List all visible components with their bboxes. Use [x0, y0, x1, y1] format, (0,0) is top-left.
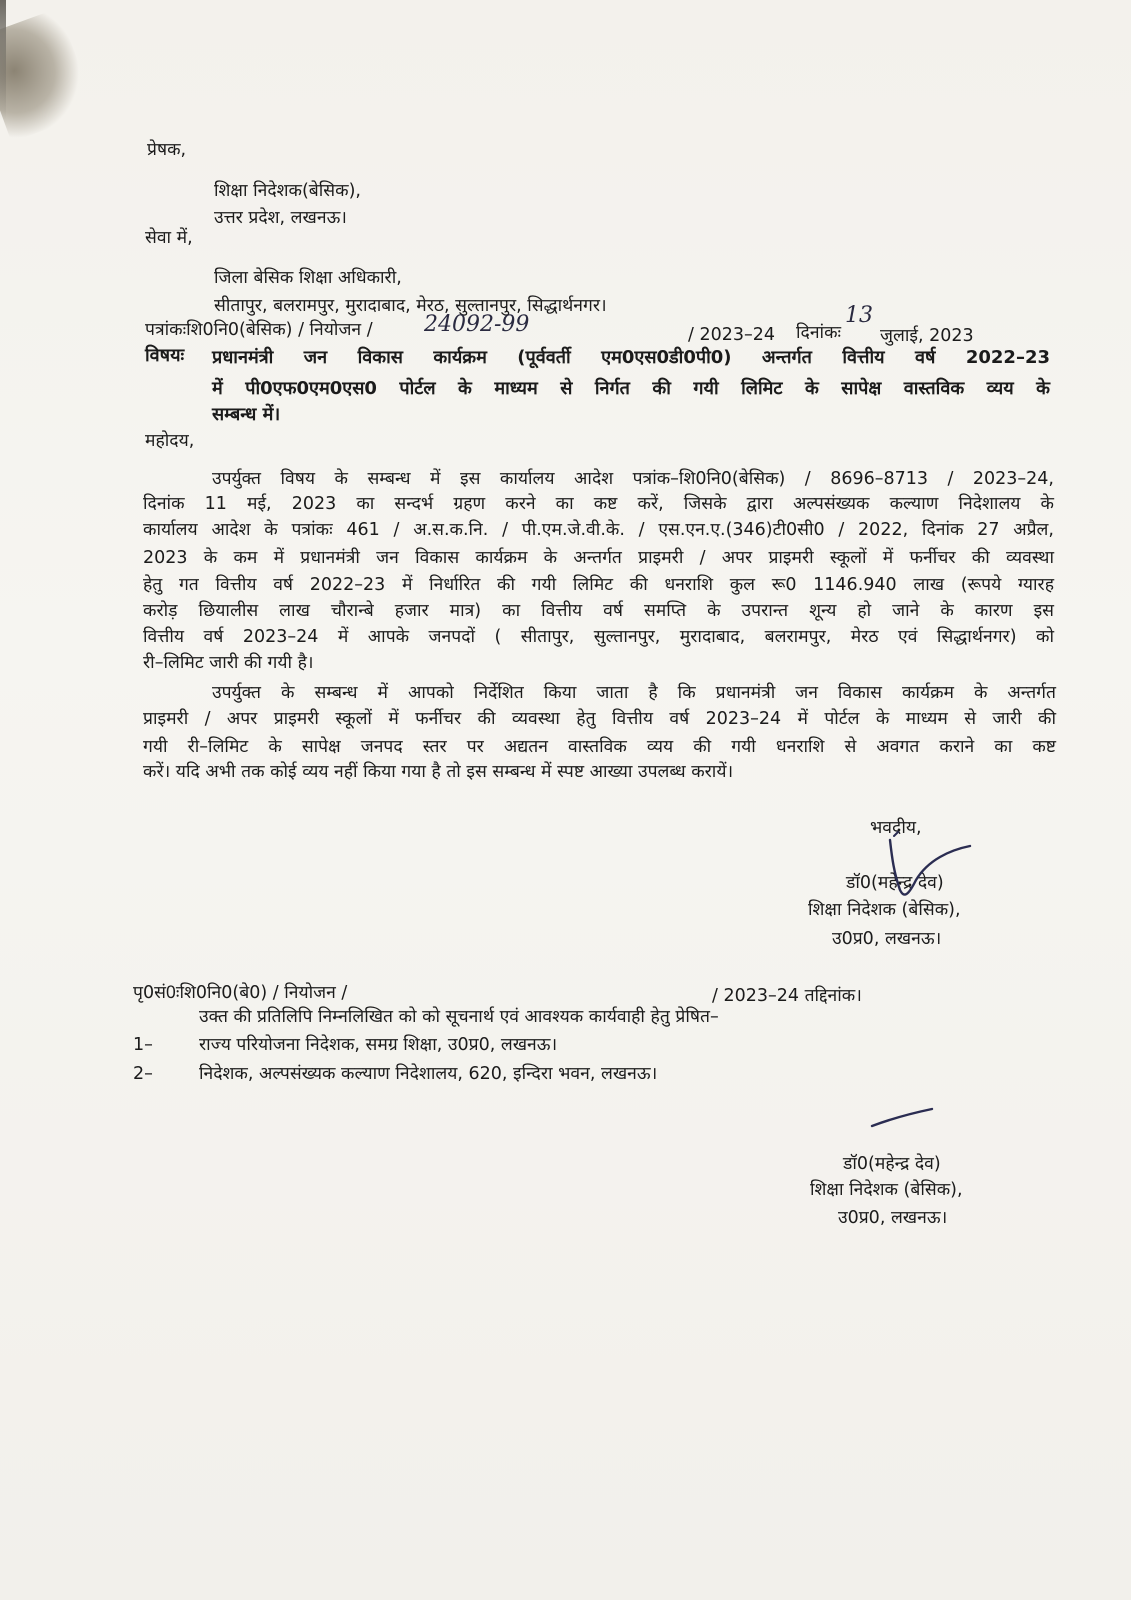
para1-line-7: वित्तीय वर्ष 2023–24 में आपके जनपदों ( सीतापुर, सुल्तानपुर, मुरादाबाद, बलरामपुर, मेरठ एवं सिद्धार्थनगर) को [143, 627, 1054, 647]
reference-date-label: दिनांकः [796, 323, 842, 343]
signature1-place: उ0प्र0, लखनऊ। [832, 929, 942, 949]
page-edge-shadow [0, 0, 6, 120]
endorsement-intro: उक्त की प्रतिलिपि निम्नलिखित को को सूचनार्थ एवं आवश्यक कार्यवाही हेतु प्रेषित– [199, 1007, 719, 1027]
copy-item-2-number: 2– [133, 1064, 153, 1084]
reference-prefix: पत्रांकःशि0नि0(बेसिक) / नियोजन / [145, 320, 373, 340]
signature1-designation: शिक्षा निदेशक (बेसिक), [808, 900, 961, 920]
signature2-place: उ0प्र0, लखनऊ। [838, 1208, 948, 1228]
sender-salutation: प्रेषक, [147, 140, 187, 160]
handwritten-signature-1 [870, 828, 980, 908]
reference-handwritten-day: 13 [845, 303, 873, 328]
endorsement-date: / 2023–24 तद्दिनांक। [712, 986, 862, 1006]
recipient-salutation: सेवा में, [145, 228, 193, 248]
para2-line-1: उपर्युक्त के सम्बन्ध में आपको निर्देशित किया जाता है कि प्रधानमंत्री जन विकास कार्यक्रम के अन्तर्गत [212, 683, 1056, 703]
signature1-closing: भवदीय, [870, 818, 922, 838]
copy-item-1-number: 1– [133, 1035, 153, 1055]
para2-line-3: गयी री–लिमिट के सापेक्ष जनपद स्तर पर अद्यतन वास्तविक व्यय की गयी धनराशि से अवगत कराने का कष्ट [143, 737, 1056, 757]
signature2-designation: शिक्षा निदेशक (बेसिक), [810, 1180, 963, 1200]
recipient-line-2: सीतापुर, बलरामपुर, मुरादाबाद, मेरठ, सुल्तानपुर, सिद्धार्थनगर। [214, 296, 607, 316]
para1-line-6: करोड़ छियालीस लाख चौरान्बे हजार मात्र) का वित्तीय वर्ष समप्ति के उपरान्त शून्य हो जाने के कारण इस [143, 601, 1054, 621]
para1-line-3: कार्यालय आदेश के पत्रांकः 461 / अ.स.क.नि. / पी.एम.जे.वी.के. / एस.एन.ए.(346)टी0सी0 / 2022, दिनांक 27 अप्रैल, [143, 520, 1054, 540]
reference-year: / 2023–24 [688, 325, 776, 345]
endorsement-ref: पृ0सं0ःशि0नि0(बे0) / नियोजन / [133, 983, 348, 1003]
handwritten-signature-2 [868, 1106, 938, 1130]
signature2-name: डॉ0(महेन्द्र देव) [843, 1154, 941, 1174]
binding-stain [0, 8, 96, 142]
sender-line-2: उत्तर प्रदेश, लखनऊ। [214, 208, 347, 228]
para2-line-4: करें। यदि अभी तक कोई व्यय नहीं किया गया है तो इस सम्बन्ध में स्पष्ट आख्या उपलब्ध करायें। [143, 762, 734, 782]
para1-line-1: उपर्युक्त विषय के सम्बन्ध में इस कार्यालय आदेश पत्रांक–शि0नि0(बेसिक) / 8696–8713 / 2023–24, [212, 469, 1054, 489]
subject-line-2: में पी0एफ0एम0एस0 पोर्टल के माध्यम से निर्गत की गयी लिमिट के सापेक्ष वास्तविक व्यय के [212, 378, 1050, 399]
para2-line-2: प्राइमरी / अपर प्राइमरी स्कूलों में फर्नीचर की व्यवस्था हेतु वित्तीय वर्ष 2023–24 में पोर्टल के माध्यम से जारी की [143, 709, 1056, 729]
reference-handwritten-number: 24092-99 [424, 312, 530, 337]
copy-item-2-text: निदेशक, अल्पसंख्यक कल्याण निदेशालय, 620, इन्दिरा भवन, लखनऊ। [199, 1064, 658, 1084]
subject-line-1: प्रधानमंत्री जन विकास कार्यक्रम (पूर्ववर्ती एम0एस0डी0पी0) अन्तर्गत वित्तीय वर्ष 2022–23 [212, 347, 1050, 368]
signature1-name: डॉ0(महेन्द्र देव) [846, 873, 944, 893]
para1-line-2: दिनांक 11 मई, 2023 का सन्दर्भ ग्रहण करने का कष्ट करें, जिसके द्वारा अल्पसंख्यक कल्याण निदेशालय के [143, 494, 1054, 514]
para1-line-8: री–लिमिट जारी की गयी है। [143, 653, 314, 673]
para1-line-5: हेतु गत वित्तीय वर्ष 2022–23 में निर्धारित की गयी लिमिट की धनराशि कुल रू0 1146.940 लाख (रूपये ग्यारह [143, 575, 1054, 595]
subject-line-3: सम्बन्ध में। [212, 404, 281, 425]
sender-line-1: शिक्षा निदेशक(बेसिक), [214, 181, 361, 201]
greeting: महोदय, [145, 431, 195, 451]
copy-item-1-text: राज्य परियोजना निदेशक, समग्र शिक्षा, उ0प्र0, लखनऊ। [199, 1035, 558, 1055]
subject-label: विषयः [145, 345, 185, 366]
para1-line-4: 2023 के कम में प्रधानमंत्री जन विकास कार्यक्रम के अन्तर्गत प्राइमरी / अपर प्राइमरी स्कूलों में फर्नीचर की व्यवस्था [143, 548, 1054, 568]
recipient-line-1: जिला बेसिक शिक्षा अधिकारी, [214, 268, 402, 288]
reference-date: जुलाई, 2023 [880, 326, 974, 346]
